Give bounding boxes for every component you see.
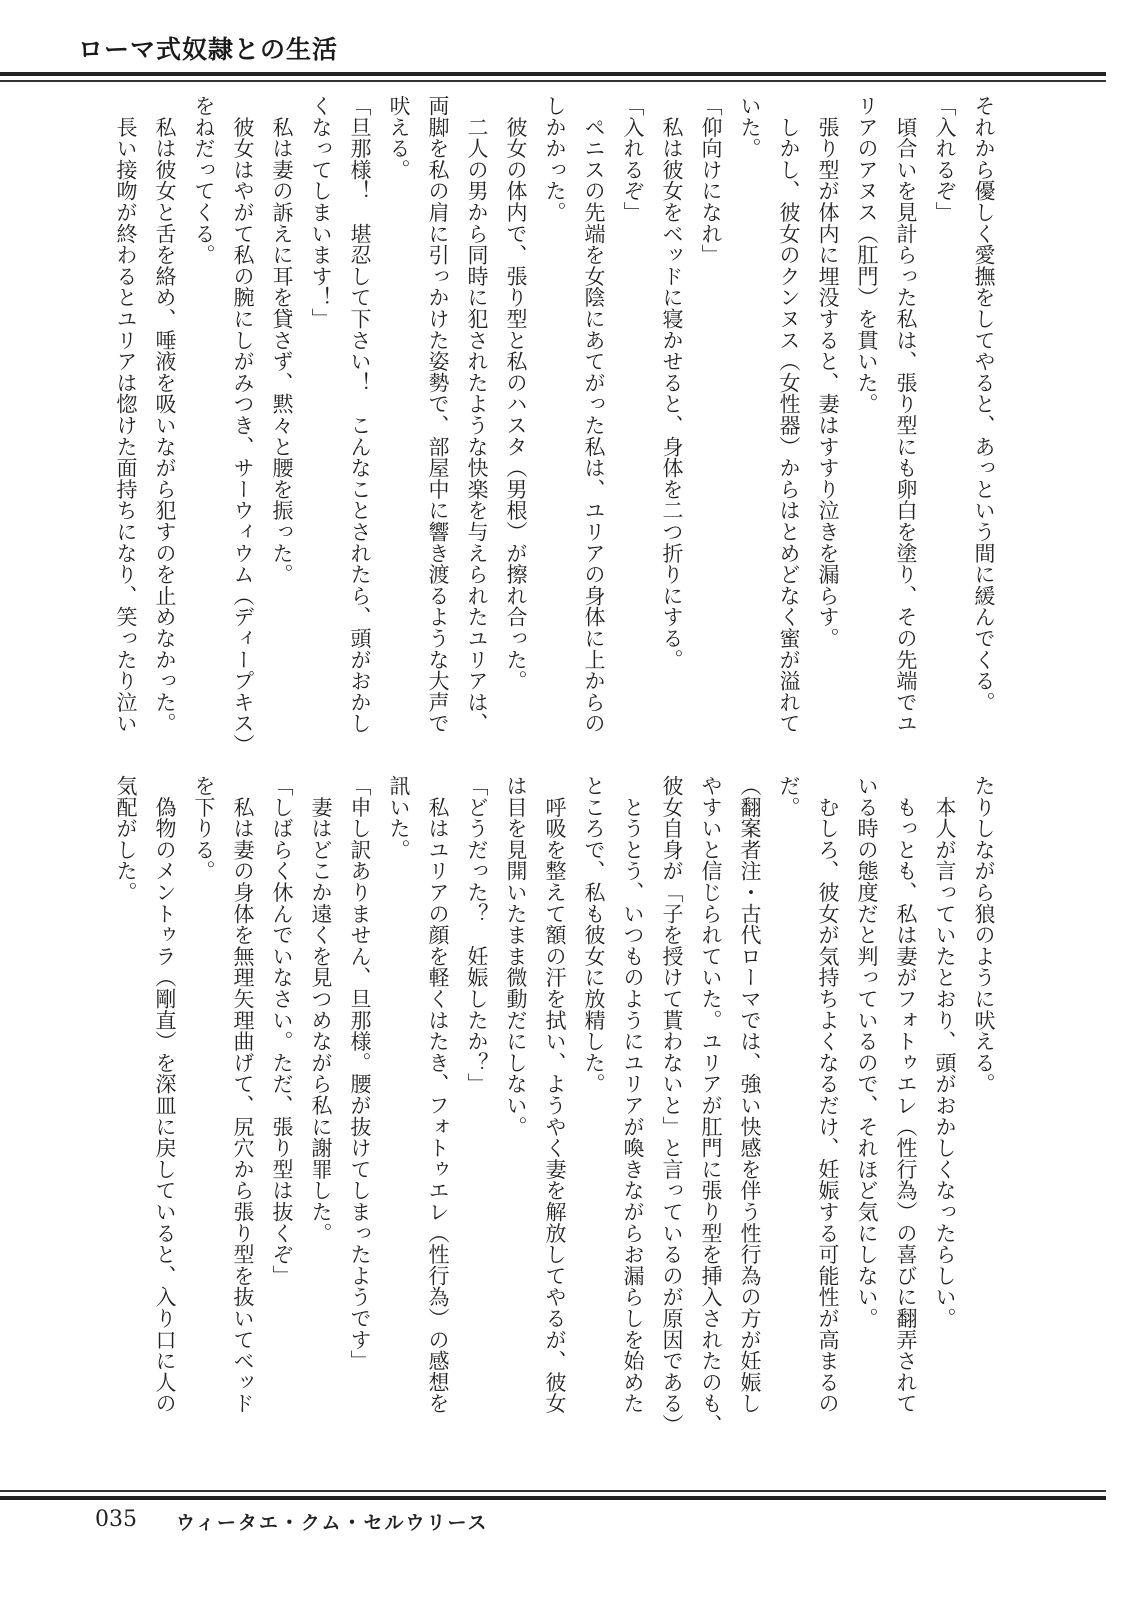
text-column: 「入れるぞ」 [621,95,645,223]
text-column: 「申し訳ありません、旦那様。腰が抜けてしまったようです」 [348,775,372,1372]
text-column: 「旦那様！ 堪忍して下さい！ こんなことされたら、頭がおかし [348,95,372,734]
text-column: 私は彼女と舌を絡め、唾液を吸いながら犯すのを止めなかった。 [153,95,177,734]
text-column: もっとも、私は妻がフォトゥエレ（性行為）の喜びに翻弄されて [894,775,918,1414]
text-column: 本人が言っていたとおり、頭がおかしくなったらしい。 [933,775,957,1329]
text-column: 彼女自身が「子を授けて貰わないと」と言っているのが原因である） [660,775,684,1436]
text-column: 吠える。 [387,95,411,181]
text-column: 「どうだった？ 妊娠したか？」 [465,775,489,1095]
text-column: 気配がした。 [114,775,138,903]
text-column: しかかった。 [543,95,567,223]
text-column: 「入れるぞ」 [933,95,957,223]
page-number: 035 [95,1507,137,1532]
text-column: いた。 [738,95,762,159]
text-column: を下りる。 [192,775,216,882]
text-column: 呼吸を整えて額の汗を拭い、ようやく妻を解放してやるが、彼女 [543,775,567,1414]
text-column: 「しばらく休んでいなさい。ただ、張り型は抜くぞ」 [270,775,294,1287]
text-column: 私は妻の身体を無理矢理曲げて、尻穴から張り型を抜いてベッド [231,775,255,1414]
text-column: それから優しく愛撫をしてやると、あっという間に緩んでくる。 [972,95,996,713]
text-column: 偽物のメントゥラ（剛直）を深皿に戻していると、入り口に人の [153,775,177,1414]
text-column: だ。 [777,775,801,818]
text-block-top [106,95,1003,756]
text-column: 「仰向けになれ」 [699,95,723,266]
text-column: とうとう、いつものようにユリアが喚きながらお漏らしを始めた [621,775,645,1414]
text-column: リアのアヌス（肛門）を貫いた。 [855,95,879,415]
text-column: ところで、私も彼女に放精した。 [582,775,606,1095]
text-column: 長い接吻が終わるとユリアは惚けた面持ちになり、笑ったり泣い [114,95,138,734]
text-column: しかし、彼女のクンヌス（女性器）からはとめどなく蜜が溢れて [777,95,801,734]
text-column: 張り型が体内に埋没すると、妻はすすり泣きを漏らす。 [816,95,840,649]
text-column: をねだってくる。 [192,95,216,266]
text-column: やすいと信じられていた。ユリアが肛門に張り型を挿入されたのも、 [699,775,723,1436]
text-column: ペニスの先端を女陰にあてがった私は、ユリアの身体に上からの [582,95,606,734]
header-rule-thin [0,80,1106,82]
text-block-bottom [106,775,1003,1436]
text-column: 妻はどこか遠くを見つめながら私に謝罪した。 [309,775,333,1244]
text-column: 両脚を私の肩に引っかけた姿勢で、部屋中に響き渡るような大声で [426,95,450,734]
text-column: は目を見開いたまま微動だにしない。 [504,775,528,1138]
running-header-title: ローマ式奴隷との生活 [78,35,339,64]
text-column: 彼女の体内で、張り型と私のハスタ（男根）が擦れ合った。 [504,95,528,692]
footer-rule-thick [0,1496,1106,1500]
header-rule-thick [0,72,1106,76]
text-column: 二人の男から同時に犯されたような快楽を与えられたユリアは、 [465,95,489,734]
text-column: 私はユリアの顔を軽くはたき、フォトゥエレ（性行為）の感想を [426,775,450,1414]
text-column: たりしながら狼のように吠える。 [972,775,996,1095]
text-column: 私は彼女をベッドに寝かせると、身体を二つ折りにする。 [660,95,684,671]
text-column: 彼女はやがて私の腕にしがみつき、サーウィウム（ディープキス） [231,95,255,756]
footer-book-title: ウィータエ・クム・セルウリース [176,1512,489,1534]
footer-rule-thin [0,1490,1106,1492]
text-column: いる時の態度だと判っているので、それほど気にしない。 [855,775,879,1329]
text-column: （翻案者注・古代ローマでは、強い快感を伴う性行為の方が妊娠し [738,775,762,1414]
text-column: むしろ、彼女が気持ちよくなるだけ、妊娠する可能性が高まるの [816,775,840,1414]
text-column: 訊いた。 [387,775,411,861]
text-column: 私は妻の訴えに耳を貸さず、黙々と腰を振った。 [270,95,294,585]
text-column: くなってしまいます！」 [309,95,333,330]
text-column: 頃合いを見計らった私は、張り型にも卵白を塗り、その先端でユ [894,95,918,734]
